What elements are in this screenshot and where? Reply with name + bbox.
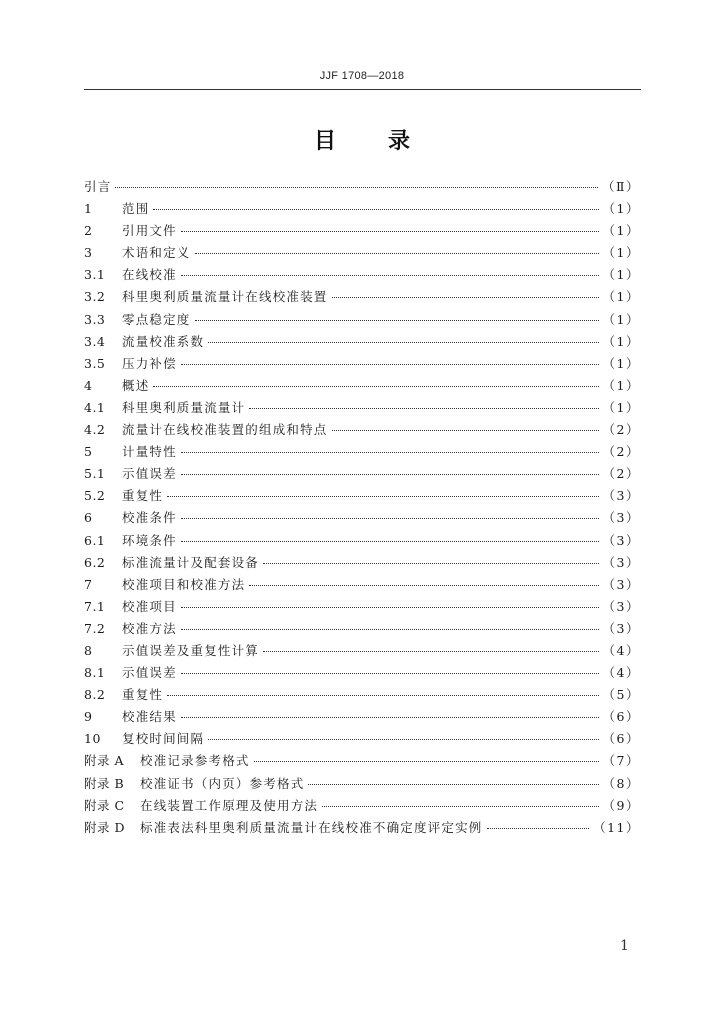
toc-entry-title: 复校时间间隔 bbox=[122, 731, 205, 747]
toc-entry-title: 校准项目和校准方法 bbox=[122, 576, 246, 592]
toc-entry-number: 附录 B bbox=[84, 775, 125, 791]
toc-entry[interactable] bbox=[84, 309, 640, 331]
toc-entry-number: 6 bbox=[84, 510, 93, 526]
toc-entry-number: 8 bbox=[84, 642, 93, 658]
toc-dot-leader bbox=[181, 230, 599, 232]
toc-entry-number: 3.5 bbox=[84, 355, 106, 371]
toc-entry[interactable] bbox=[84, 795, 640, 817]
table-of-contents bbox=[84, 176, 640, 839]
toc-entry-page: （4） bbox=[602, 642, 640, 658]
toc-entry-page: （1） bbox=[602, 201, 640, 217]
toc-entry-number: 3.3 bbox=[84, 311, 106, 327]
toc-entry-page: （1） bbox=[602, 399, 640, 415]
toc-entry-number: 8.1 bbox=[84, 665, 106, 681]
toc-dot-leader bbox=[195, 252, 599, 254]
toc-entry[interactable] bbox=[84, 353, 640, 375]
toc-entry[interactable] bbox=[84, 264, 640, 286]
toc-entry-page: （3） bbox=[602, 598, 640, 614]
toc-entry[interactable] bbox=[84, 596, 640, 618]
page-number: 1 bbox=[620, 938, 629, 954]
toc-dot-leader bbox=[263, 562, 599, 564]
toc-entry[interactable] bbox=[84, 375, 640, 397]
toc-entry[interactable] bbox=[84, 574, 640, 596]
toc-entry-title: 科里奥利质量流量计 bbox=[122, 399, 246, 415]
toc-dot-leader bbox=[208, 738, 598, 740]
toc-entry-page: （1） bbox=[602, 377, 640, 393]
toc-entry-title: 压力补偿 bbox=[122, 355, 177, 371]
toc-entry-title: 科里奥利质量流量计在线校准装置 bbox=[122, 289, 328, 305]
toc-entry-title: 在线装置工作原理及使用方法 bbox=[140, 797, 319, 813]
toc-entry-number: 8.2 bbox=[84, 687, 106, 703]
toc-dot-leader bbox=[181, 540, 599, 542]
toc-entry-number: 3.2 bbox=[84, 289, 106, 305]
toc-entry-page: （2） bbox=[602, 444, 640, 460]
toc-dot-leader bbox=[181, 363, 599, 365]
toc-entry-title: 重复性 bbox=[122, 488, 164, 504]
toc-dot-leader bbox=[249, 407, 598, 409]
toc-entry[interactable] bbox=[84, 220, 640, 242]
toc-entry-number: 3.1 bbox=[84, 267, 106, 283]
toc-entry-page: （6） bbox=[602, 731, 640, 747]
toc-entry[interactable] bbox=[84, 485, 640, 507]
toc-entry-number: 6.1 bbox=[84, 532, 106, 548]
toc-dot-leader bbox=[181, 451, 599, 453]
toc-dot-leader bbox=[322, 805, 598, 807]
toc-entry-title: 在线校准 bbox=[122, 267, 177, 283]
toc-entry[interactable] bbox=[84, 419, 640, 441]
toc-entry-page: （5） bbox=[602, 687, 640, 703]
toc-entry[interactable] bbox=[84, 176, 640, 198]
toc-entry-number: 5.1 bbox=[84, 466, 106, 482]
toc-entry-number: 4.2 bbox=[84, 422, 106, 438]
toc-entry-page: （7） bbox=[602, 753, 640, 769]
toc-entry-number: 7.2 bbox=[84, 620, 106, 636]
toc-entry[interactable] bbox=[84, 684, 640, 706]
toc-entry[interactable] bbox=[84, 618, 640, 640]
toc-entry-page: （2） bbox=[602, 422, 640, 438]
toc-entry-number: 5.2 bbox=[84, 488, 106, 504]
toc-entry[interactable] bbox=[84, 441, 640, 463]
toc-entry-page: （3） bbox=[602, 554, 640, 570]
toc-entry-page: （3） bbox=[602, 510, 640, 526]
toc-entry-title: 概述 bbox=[122, 377, 150, 393]
toc-entry-number: 5 bbox=[84, 444, 93, 460]
toc-entry-number: 4.1 bbox=[84, 399, 106, 415]
toc-entry-number: 6.2 bbox=[84, 554, 106, 570]
toc-entry-title: 校准结果 bbox=[122, 709, 177, 725]
toc-entry-number: 3 bbox=[84, 245, 93, 261]
toc-entry-page: （1） bbox=[602, 245, 640, 261]
toc-entry-title: 示值误差 bbox=[122, 466, 177, 482]
toc-entry[interactable] bbox=[84, 530, 640, 552]
toc-entry-number: 附录 D bbox=[84, 819, 125, 835]
toc-entry-page: （1） bbox=[602, 267, 640, 283]
toc-entry[interactable] bbox=[84, 750, 640, 772]
toc-entry-title: 零点稳定度 bbox=[122, 311, 191, 327]
toc-dot-leader bbox=[332, 296, 599, 298]
toc-entry-page: （3） bbox=[602, 488, 640, 504]
toc-dot-leader bbox=[181, 274, 599, 276]
toc-entry[interactable] bbox=[84, 286, 640, 308]
toc-entry-title: 术语和定义 bbox=[122, 245, 191, 261]
toc-dot-leader bbox=[249, 584, 598, 586]
toc-entry-title: 校准条件 bbox=[122, 510, 177, 526]
toc-entry[interactable] bbox=[84, 507, 640, 529]
toc-entry-number: 7.1 bbox=[84, 598, 106, 614]
toc-entry-page: （4） bbox=[602, 665, 640, 681]
toc-entry-page: （3） bbox=[602, 532, 640, 548]
toc-dot-leader bbox=[332, 429, 599, 431]
toc-entry-page: （3） bbox=[602, 620, 640, 636]
toc-entry-page: （2） bbox=[602, 466, 640, 482]
toc-entry-number: 2 bbox=[84, 223, 93, 239]
toc-entry-title: 校准方法 bbox=[122, 620, 177, 636]
toc-dot-leader bbox=[181, 517, 599, 519]
toc-entry-title: 校准证书（内页）参考格式 bbox=[140, 775, 305, 791]
toc-entry[interactable] bbox=[84, 773, 640, 795]
toc-dot-leader bbox=[181, 628, 599, 630]
toc-entry[interactable] bbox=[84, 198, 640, 220]
toc-entry[interactable] bbox=[84, 728, 640, 750]
toc-entry-title: 引言 bbox=[84, 179, 112, 194]
toc-dot-leader bbox=[115, 186, 598, 188]
toc-entry-title: 校准记录参考格式 bbox=[140, 753, 250, 769]
toc-entry-page: （8） bbox=[602, 775, 640, 791]
toc-entry-title: 环境条件 bbox=[122, 532, 177, 548]
toc-entry[interactable] bbox=[84, 640, 640, 662]
toc-entry-number: 10 bbox=[84, 731, 101, 747]
toc-entry-page: （1） bbox=[602, 355, 640, 371]
toc-entry-page: （1） bbox=[602, 223, 640, 239]
toc-entry-page: （9） bbox=[602, 797, 640, 813]
toc-entry[interactable] bbox=[84, 242, 640, 264]
toc-dot-leader bbox=[254, 760, 599, 762]
toc-dot-leader bbox=[153, 208, 598, 210]
toc-title-char-2: 录 bbox=[388, 128, 411, 154]
toc-entry-title: 示值误差 bbox=[122, 665, 177, 681]
toc-entry[interactable] bbox=[84, 552, 640, 574]
toc-entry-number: 4 bbox=[84, 377, 93, 393]
toc-dot-leader bbox=[308, 783, 598, 785]
toc-dot-leader bbox=[167, 694, 598, 696]
header-rule bbox=[84, 89, 641, 90]
toc-dot-leader bbox=[195, 319, 599, 321]
toc-dot-leader bbox=[208, 341, 598, 343]
toc-entry-title: 重复性 bbox=[122, 687, 164, 703]
toc-dot-leader bbox=[181, 716, 599, 718]
toc-entry-page: （11） bbox=[593, 819, 640, 835]
toc-entry[interactable] bbox=[84, 706, 640, 728]
toc-entry[interactable] bbox=[84, 397, 640, 419]
toc-entry-page: （1） bbox=[602, 289, 640, 305]
toc-entry-title: 流量计在线校准装置的组成和特点 bbox=[122, 422, 328, 438]
toc-entry-title: 示值误差及重复性计算 bbox=[122, 642, 260, 658]
toc-entry-page: （1） bbox=[602, 333, 640, 349]
toc-entry-number: 7 bbox=[84, 576, 93, 592]
toc-entry-page: （3） bbox=[602, 576, 640, 592]
toc-entry[interactable] bbox=[84, 331, 640, 353]
toc-entry-title: 流量校准系数 bbox=[122, 333, 205, 349]
toc-entry-title: 范围 bbox=[122, 201, 150, 217]
toc-dot-leader bbox=[181, 606, 599, 608]
toc-entry-number: 附录 A bbox=[84, 753, 125, 769]
toc-dot-leader bbox=[181, 473, 599, 475]
toc-entry-title: 校准项目 bbox=[122, 598, 177, 614]
toc-entry-number: 9 bbox=[84, 709, 93, 725]
toc-entry-page: （Ⅱ） bbox=[602, 179, 640, 194]
toc-entry[interactable] bbox=[84, 463, 640, 485]
toc-entry-title: 标准表法科里奥利质量流量计在线校准不确定度评定实例 bbox=[140, 819, 483, 835]
toc-title-char-1: 目 bbox=[313, 128, 336, 154]
toc-entry-title: 计量特性 bbox=[122, 444, 177, 460]
toc-dot-leader bbox=[167, 495, 598, 497]
toc-entry-number: 附录 C bbox=[84, 797, 125, 813]
toc-entry-title: 引用文件 bbox=[122, 223, 177, 239]
toc-entry[interactable] bbox=[84, 817, 640, 839]
toc-entry-page: （6） bbox=[602, 709, 640, 725]
document-code-header: JJF 1708—2018 bbox=[319, 70, 405, 82]
toc-dot-leader bbox=[181, 672, 599, 674]
toc-entry-number: 3.4 bbox=[84, 333, 106, 349]
toc-entry[interactable] bbox=[84, 662, 640, 684]
toc-entry-title: 标准流量计及配套设备 bbox=[122, 554, 260, 570]
toc-entry-number: 1 bbox=[84, 201, 93, 217]
toc-dot-leader bbox=[263, 650, 599, 652]
toc-dot-leader bbox=[487, 827, 590, 829]
toc-title bbox=[0, 124, 724, 155]
toc-dot-leader bbox=[153, 385, 598, 387]
toc-entry-page: （1） bbox=[602, 311, 640, 327]
